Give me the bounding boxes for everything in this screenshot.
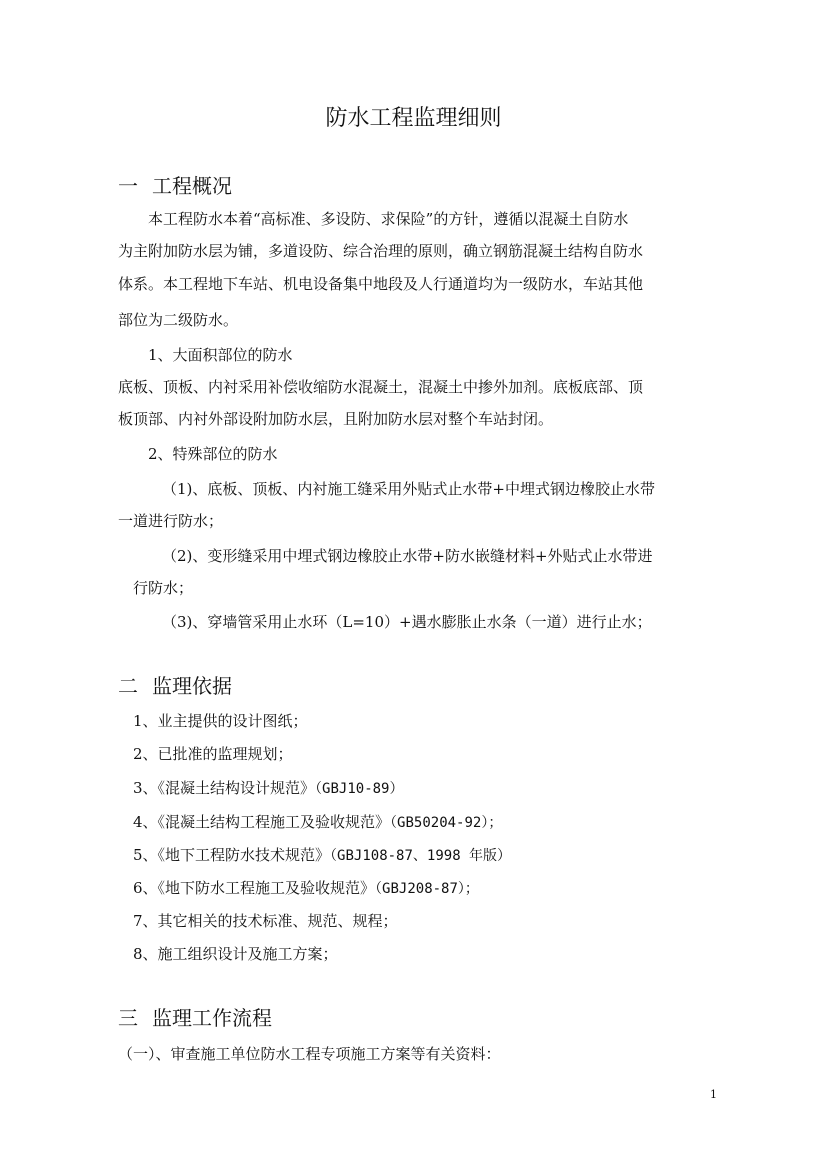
list-item-code: （GBJ208-87）； — [375, 881, 479, 897]
page-number: 1 — [710, 1088, 717, 1101]
list-item-text: 3、《混凝土结构设计规范》 — [133, 779, 316, 797]
list-item-line: 一道进行防水； — [118, 512, 224, 530]
section-3-heading — [118, 1005, 272, 1031]
document-title: 防水工程监理细则 — [325, 106, 502, 131]
paragraph-line: 本工程防水本着“高标准、多设防、求保险”的方针，遵循以混凝土自防水 — [148, 210, 629, 228]
list-item-line: （1)、底板、顶板、内衬施工缝采用外贴式止水带+中埋式钢边橡胶止水带 — [162, 480, 655, 498]
list-item — [133, 778, 403, 799]
section-3-title: 监理工作流程 — [152, 1006, 272, 1030]
list-item-code: （GBJ10-89） — [315, 781, 404, 797]
paragraph-line: 部位为二级防水。 — [118, 311, 239, 329]
list-item — [133, 744, 293, 764]
list-item-text: 8、施工组织设计及施工方案； — [133, 945, 338, 963]
list-item-text: 4、《混凝土结构工程施工及验收规范》 — [133, 813, 391, 831]
section-1-title: 工程概况 — [152, 174, 232, 198]
list-item — [133, 878, 479, 899]
list-item-line: （3)、穿墙管采用止水环（L=10）+遇水膨胀止水条（一道）进行止水； — [162, 613, 652, 631]
paragraph-line: 板顶部、内衬外部设附加防水层，且附加防水层对整个车站封闭。 — [118, 410, 554, 428]
section-2-title: 监理依据 — [152, 674, 232, 698]
section-2-number: 二 — [118, 674, 138, 698]
list-item — [133, 711, 308, 731]
list-item-text: 5、《地下工程防水技术规范》 — [133, 846, 331, 864]
list-item — [133, 845, 511, 866]
list-item-line: （2)、变形缝采用中埋式钢边橡胶止水带+防水嵌缝材料+外贴式止水带进 — [162, 547, 653, 565]
paragraph-line: 底板、顶板、内衬采用补偿收缩防水混凝土，混凝土中掺外加剂。底板底部、顶 — [118, 378, 644, 396]
list-item-text: 2、已批准的监理规划； — [133, 745, 293, 763]
list-item-line: 行防水； — [133, 579, 194, 597]
paragraph-line: （一）、审查施工单位防水工程专项施工方案等有关资料： — [118, 1045, 501, 1063]
list-item-text: 1、业主提供的设计图纸； — [133, 712, 308, 730]
section-2-heading — [118, 673, 232, 699]
list-item-code: （GBJ108-87、1998 年版） — [330, 848, 512, 864]
paragraph-line: 体系。本工程地下车站、机电设备集中地段及人行通道均为一级防水，车站其他 — [118, 275, 644, 293]
list-item-code: （GB50204-92）； — [390, 815, 503, 831]
list-item — [133, 911, 398, 931]
section-1-number: 一 — [118, 174, 138, 198]
list-item-text: 6、《地下防水工程施工及验收规范》 — [133, 879, 376, 897]
list-item — [133, 812, 502, 833]
list-item — [133, 944, 338, 964]
subsection-1-title: 1、大面积部位的防水 — [148, 346, 293, 364]
section-3-number: 三 — [118, 1006, 138, 1030]
subsection-2-title: 2、特殊部位的防水 — [148, 445, 278, 463]
list-item-text: 7、其它相关的技术标准、规范、规程； — [133, 912, 398, 930]
section-1-heading — [118, 173, 232, 199]
paragraph-line: 为主附加防水层为铺，多道设防、综合治理的原则，确立钢筋混凝土结构自防水 — [118, 242, 644, 260]
